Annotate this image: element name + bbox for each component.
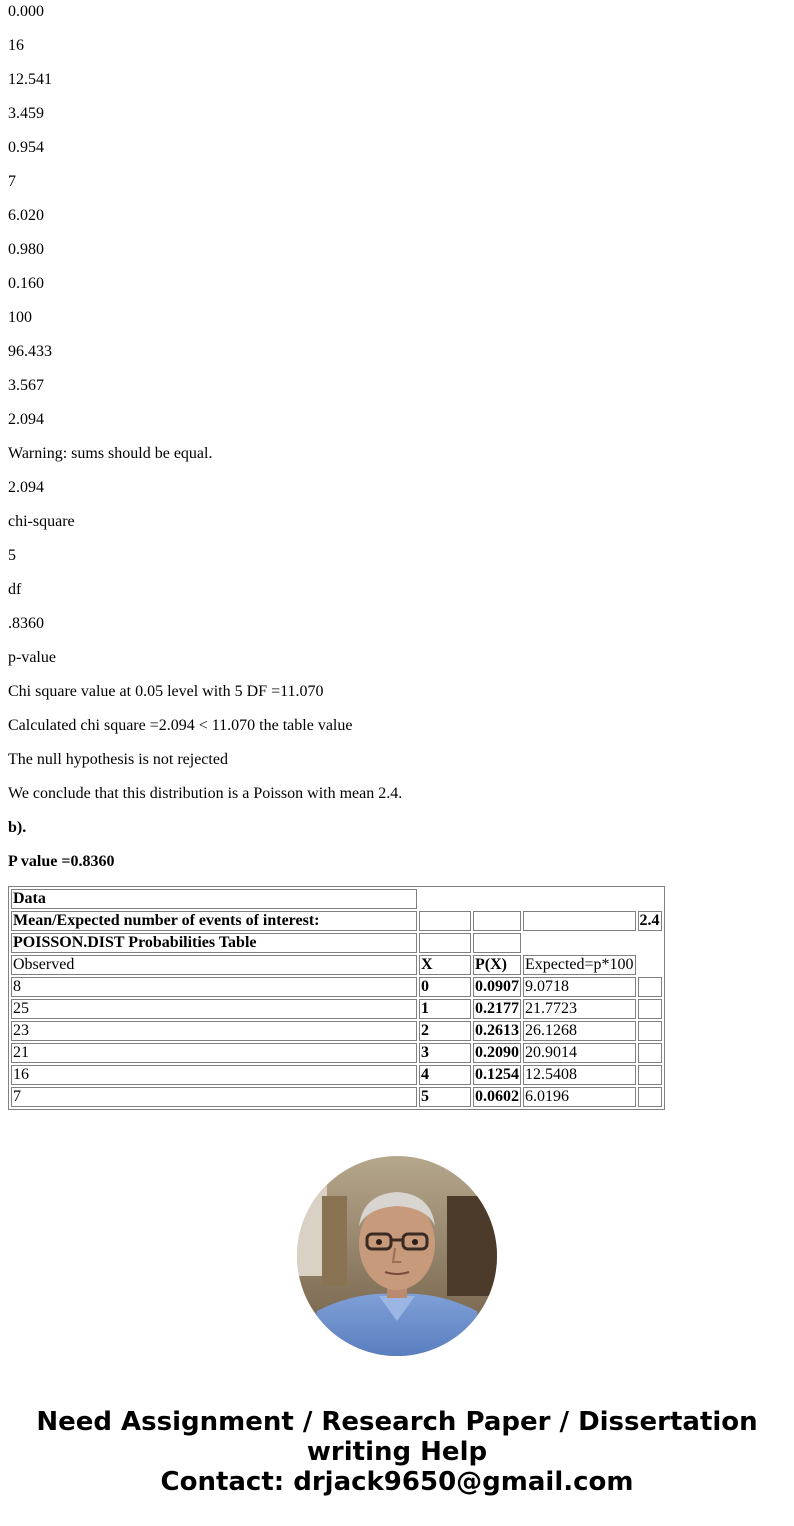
expected-cell: 26.1268 [523, 1021, 636, 1041]
expected-cell: 21.7723 [523, 999, 636, 1019]
value-line: 2.094 [8, 411, 44, 428]
value-line: 0.000 [8, 3, 44, 20]
px-cell: 0.1254 [475, 1066, 519, 1083]
promo-line-1: Need Assignment / Research Paper / Dissertation [36, 1407, 758, 1437]
value-line: chi-square [8, 513, 75, 530]
expected-cell: 12.5408 [523, 1065, 636, 1085]
answer-content [0, 3, 794, 1110]
warning-line: Warning: sums should be equal. [8, 445, 213, 462]
value-line: 100 [8, 309, 32, 326]
observed-cell: 25 [11, 999, 417, 1019]
mean-label: Mean/Expected number of events of interest: [11, 911, 417, 931]
table-row [11, 1021, 662, 1041]
px-cell: 0.2090 [475, 1044, 519, 1061]
p-value-line: P value =0.8360 [8, 853, 115, 870]
px-cell: 0.0602 [475, 1088, 519, 1105]
table-cell [473, 911, 521, 931]
x-cell: 5 [419, 1087, 471, 1107]
conclusion-line: We conclude that this distribution is a Poisson with mean 2.4. [8, 785, 403, 802]
table-cell [638, 999, 662, 1019]
col-expected: Expected=p*100 [525, 956, 634, 973]
value-line: df [8, 581, 22, 598]
table-cell [638, 1065, 662, 1085]
col-px: P(X) [473, 955, 521, 975]
expected-cell: 6.0196 [523, 1087, 636, 1107]
x-cell: 2 [419, 1021, 471, 1041]
observed-cell: 7 [11, 1087, 417, 1107]
table-cell [638, 1021, 662, 1041]
value-line: p-value [8, 649, 56, 666]
table-row [11, 889, 662, 909]
expected-cell: 9.0718 [523, 977, 636, 997]
x-cell: 1 [419, 999, 471, 1019]
px-cell: 0.2177 [475, 1000, 519, 1017]
table-row [11, 933, 662, 953]
value-line: 3.459 [8, 105, 44, 122]
calculated-value-line: Calculated chi square =2.094 < 11.070 the table value [8, 717, 353, 734]
x-cell: 4 [419, 1065, 471, 1085]
expected-cell: 20.9014 [523, 1043, 636, 1063]
table-row [11, 1043, 662, 1063]
part-b-label: b). [8, 819, 27, 836]
x-cell: 3 [419, 1043, 471, 1063]
promo-banner [0, 1407, 794, 1497]
table-cell [523, 911, 636, 931]
observed-cell: 21 [11, 1043, 417, 1063]
table-cell [419, 911, 471, 931]
observed-cell: 16 [11, 1065, 417, 1085]
promo-contact: Contact: drjack9650@gmail.com [160, 1467, 634, 1497]
value-line: 16 [8, 37, 24, 54]
value-line: 0.980 [8, 241, 44, 258]
hypothesis-line: The null hypothesis is not rejected [8, 751, 228, 768]
observed-cell: 8 [11, 977, 417, 997]
value-line: 5 [8, 547, 16, 564]
x-cell: 0 [419, 977, 471, 997]
col-observed: Observed [11, 955, 417, 975]
table-row [11, 999, 662, 1019]
table-row [11, 911, 662, 931]
table-cell [638, 977, 662, 997]
px-cell: 0.2613 [475, 1022, 519, 1039]
value-line: 6.020 [8, 207, 44, 224]
value-line: 0.954 [8, 139, 44, 156]
value-line: .8360 [8, 615, 44, 632]
table-row [11, 1087, 662, 1107]
table-cell [638, 1087, 662, 1107]
value-line: 0.160 [8, 275, 44, 292]
author-portrait [297, 1156, 497, 1356]
table-row [11, 977, 662, 997]
px-cell: 0.0907 [475, 978, 519, 995]
promo-line-2: writing Help [306, 1437, 488, 1467]
prob-table-title: POISSON.DIST Probabilities Table [11, 933, 417, 953]
table-cell [638, 1043, 662, 1063]
poisson-table [8, 886, 665, 1110]
table-row [11, 1065, 662, 1085]
table-cell [473, 933, 521, 953]
table-cell [419, 933, 471, 953]
value-line: 7 [8, 173, 16, 190]
critical-value-line: Chi square value at 0.05 level with 5 DF =11.070 [8, 683, 324, 700]
value-line: 3.567 [8, 377, 44, 394]
author-avatar [297, 1156, 497, 1356]
observed-cell: 23 [11, 1021, 417, 1041]
table-header-row [11, 955, 662, 975]
value-line: 12.541 [8, 71, 52, 88]
value-line: 2.094 [8, 479, 44, 496]
value-line: 96.433 [8, 343, 52, 360]
data-header: Data [11, 889, 417, 909]
mean-value: 2.4 [639, 912, 660, 929]
col-x: X [419, 955, 471, 975]
